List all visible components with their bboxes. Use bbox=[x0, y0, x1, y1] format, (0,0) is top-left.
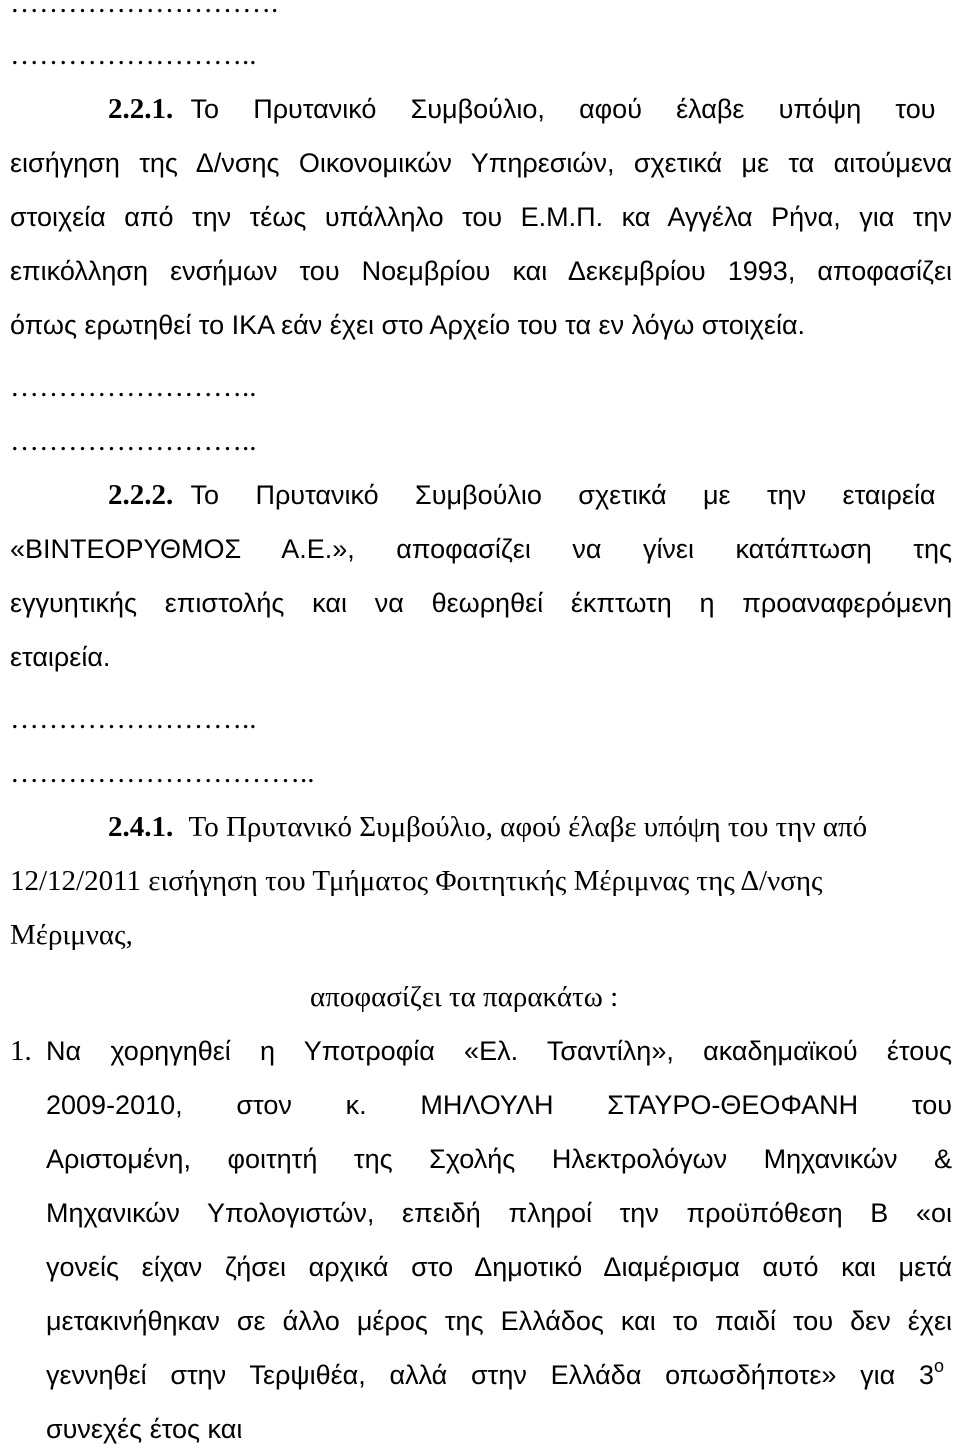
paragraph-text: «ΒΙΝΤΕΟΡΥΘΜΟΣ Α.Ε.», αποφασίζει να γίνει κατάπτωση της bbox=[10, 534, 952, 564]
paragraph-text: Το Πρυτανικό Συμβούλιο σχετικά με την εταιρεία bbox=[190, 480, 936, 510]
paragraph-text: εισήγηση της Δ/νσης Οικονομικών Υπηρεσιών, σχετικά με τα αιτούμενα bbox=[10, 148, 952, 178]
list-item-text: 2009-2010, στον κ. ΜΗΛΟΥΛΗ ΣΤΑΥΡΟ-ΘΕΟΦΑΝΗ του bbox=[46, 1090, 952, 1120]
dotted-line: …………………….. bbox=[10, 371, 257, 403]
paragraph-text: Μέριμνας, bbox=[10, 919, 133, 951]
paragraph-text: Το Πρυτανικό Συμβούλιο, αφού έλαβε υπόψη του την από bbox=[188, 811, 868, 843]
dotted-line: …………………….. bbox=[10, 703, 257, 735]
list-item-text: μετακινήθηκαν σε άλλο μέρος της Ελλάδος και το παιδί του δεν έχει bbox=[46, 1306, 952, 1336]
paragraph-text: όπως ερωτηθεί το ΙΚΑ εάν έχει στο Αρχείο του τα εν λόγω στοιχεία. bbox=[10, 310, 806, 340]
list-item-line-with-superscript bbox=[46, 1358, 952, 1392]
section-number: 2.4.1. bbox=[108, 811, 174, 843]
paragraph-text: επικόλληση ενσήμων του Νοεμβρίου και Δεκεμβρίου 1993, αποφασίζει bbox=[10, 256, 952, 286]
paragraph-text: εγγυητικής επιστολής και να θεωρηθεί έκπτωτη η προαναφερόμενη bbox=[10, 588, 952, 618]
list-item-number: 1. bbox=[10, 1035, 32, 1067]
list-item-text: γονείς είχαν ζήσει αρχικά στο Δημοτικό Διαμέρισμα αυτό και μετά bbox=[46, 1252, 952, 1282]
section-number: 2.2.2. bbox=[108, 479, 174, 511]
list-item-text: Μηχανικών Υπολογιστών, επειδή πληροί την προϋπόθεση Β «οι bbox=[46, 1198, 952, 1228]
list-item-text: Να χορηγηθεί η Υποτροφία «Ελ. Τσαντίλη», ακαδημαϊκού έτους bbox=[46, 1036, 952, 1066]
dotted-line: ………………………….. bbox=[10, 757, 315, 789]
paragraph-2-2-2-first-line bbox=[108, 478, 952, 512]
ordinal-superscript: ο bbox=[934, 1356, 945, 1376]
paragraph-text: 12/12/2011 εισήγηση του Τμήματος Φοιτητικής Μέριμνας της Δ/νσης bbox=[10, 865, 823, 897]
dotted-line: ………………………. bbox=[10, 0, 279, 19]
list-item-text: Αριστομένη, φοιτητή της Σχολής Ηλεκτρολόγων Μηχανικών & bbox=[46, 1144, 952, 1174]
decision-heading: αποφασίζει τα παρακάτω : bbox=[310, 981, 619, 1013]
list-item-text: γεννηθεί στην Τερψιθέα, αλλά στην Ελλάδα οπωσδήποτε» για 3 bbox=[46, 1360, 934, 1390]
list-item-text: συνεχές έτος και bbox=[46, 1414, 243, 1444]
section-number: 2.2.1. bbox=[108, 93, 174, 125]
paragraph-text: εταιρεία. bbox=[10, 642, 111, 672]
paragraph-2-2-1-first-line bbox=[108, 92, 952, 126]
dotted-line: …………………….. bbox=[10, 39, 257, 71]
paragraph-text: Το Πρυτανικό Συμβούλιο, αφού έλαβε υπόψη του bbox=[190, 94, 936, 124]
dotted-line: …………………….. bbox=[10, 425, 257, 457]
paragraph-text: στοιχεία από την τέως υπάλληλο του Ε.Μ.Π. κα Αγγέλα Ρήνα, για την bbox=[10, 202, 952, 232]
paragraph-2-4-1-first-line bbox=[108, 810, 867, 844]
